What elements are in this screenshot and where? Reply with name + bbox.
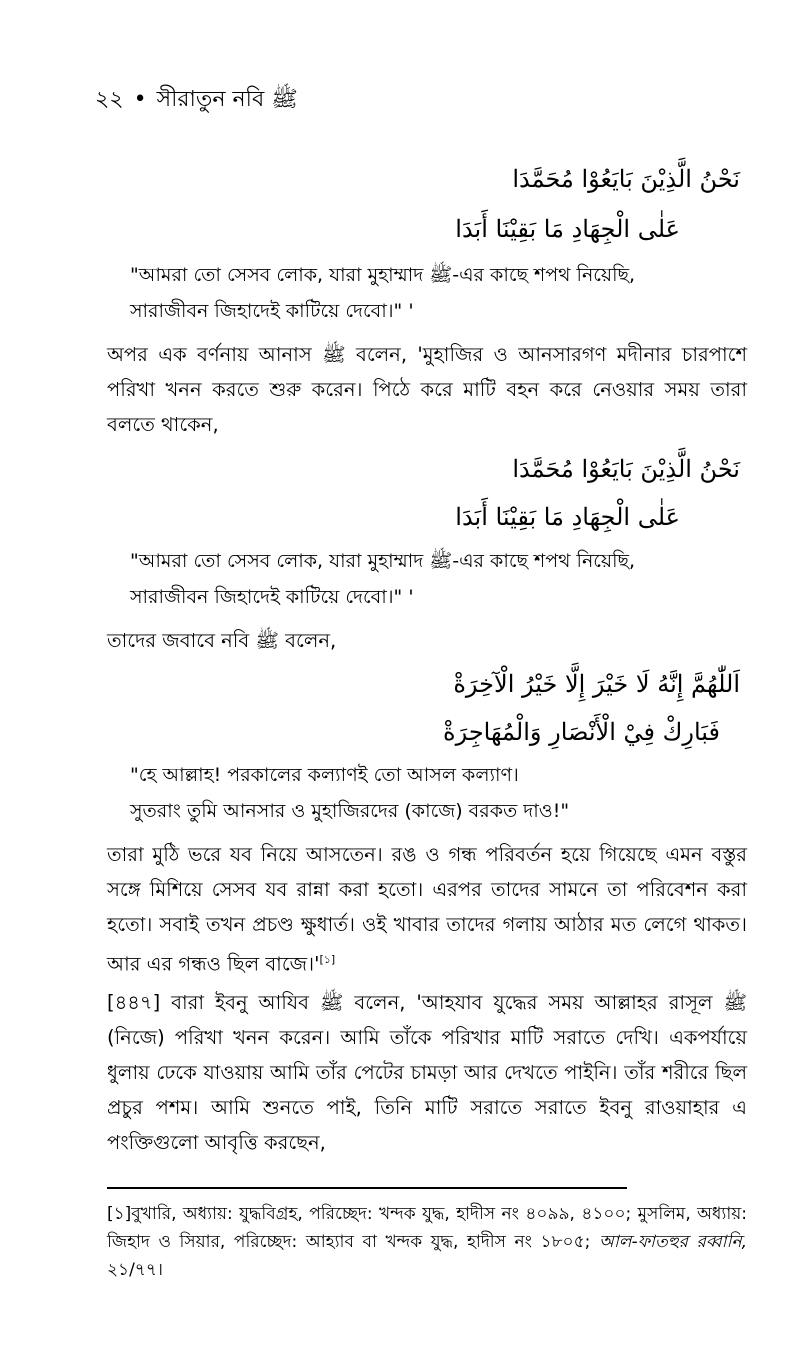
footnote-text: [১]বুখারি, অধ্যায়: যুদ্ধবিগ্রহ, পরিচ্ছেদ: খন্দক যুদ্ধ, হাদীস নং ৪০৯৯, ৪১০০; মুসলিম, অধ্যায়: জিহাদ ও সিয়ার, পরিচ্ছেদ: আহ্যাব বা খন্দক যুদ্ধ, হাদীস নং ১৮০৫; bbox=[107, 1204, 747, 1252]
running-header bbox=[95, 82, 298, 119]
translation-3-line-2: সুতরাং তুমি আনসার ও মুহাজিরদের (কাজে) বরকত দাও!" bbox=[130, 800, 570, 822]
footnote-divider bbox=[107, 1187, 627, 1189]
arabic-verse-2-line-2: عَلٰى الْجِهَادِ مَا بَقِيْنَا أَبَدَا bbox=[455, 503, 680, 531]
paragraph-4: [৪৪৭] বারা ইবনু আযিব ﷺ বলেন, 'আহযাব যুদ্ধের সময় আল্লাহর রাসূল ﷺ (নিজে) পরিখা খনন করেন। আমি তাঁকে পরিখার মাটি সরাতে দেখি। একপর্যায়ে ধুলায় ঢেকে যাওয়ায় আমি তাঁর পেটের চামড়া আর দেখতে পাইনি। তাঁর শরীরে ছিল প্রচুর পশম। আমি শুনতে পাই, তিনি মাটি সরাতে সরাতে ইবনু রাওয়াহার এ পংক্তিগুলো আবৃত্তি করছেন, bbox=[107, 991, 747, 1154]
translation-1-line-2: সারাজীবন জিহাদেই কাটিয়ে দেবো।" ' bbox=[130, 300, 414, 322]
translation-2-line-2: সারাজীবন জিহাদেই কাটিয়ে দেবো।" ' bbox=[130, 586, 414, 608]
footnote-italic-source: আল-ফাতহুর রব্বানি, bbox=[598, 1232, 748, 1252]
footnote-ref[interactable]: [১] bbox=[319, 953, 336, 966]
page-number: ২২ bbox=[95, 87, 124, 112]
arabic-verse-3-line-1: اَللّٰهُمَّ إِنَّهُ لَا خَيْرَ إِلَّا خَيْرُ الْآخِرَةْ bbox=[453, 670, 740, 698]
arabic-verse-2-line-1: نَحْنُ الَّذِيْنَ بَايَعُوْا مُحَمَّدَا bbox=[512, 455, 740, 483]
footnote-end: ২১/৭৭। bbox=[107, 1260, 163, 1280]
footnote bbox=[107, 1200, 747, 1284]
arabic-verse-1-line-1: نَحْنُ الَّذِيْنَ بَايَعُوْا مُحَمَّدَا bbox=[512, 165, 740, 193]
translation-3-line-1: "হে আল্লাহ! পরকালের কল্যাণই তো আসল কল্যাণ। bbox=[130, 764, 519, 786]
paragraph-3 bbox=[107, 837, 747, 982]
translation-1-line-1: "আমরা তো সেসব লোক, যারা মুহাম্মাদ ﷺ-এর কাছে শপথ নিয়েছি, bbox=[130, 264, 636, 286]
arabic-verse-3-line-2: فَبَارِكْ فِيْ الْأَنْصَارِ وَالْمُهَاجِرَةْ bbox=[443, 718, 720, 746]
paragraph-2: তাদের জবাবে নবি ﷺ বলেন, bbox=[107, 629, 337, 652]
header-separator: • bbox=[133, 87, 147, 112]
paragraph-3-text: তারা মুঠি ভরে যব নিয়ে আসতেন। রঙ ও গন্ধ পরিবর্তন হয়ে গিয়েছে এমন বস্তুর সঙ্গে মিশিয়ে সেসব যব রান্না করা হতো। এরপর তাদের সামনে তা পরিবেশন করা হতো। সবাই তখন প্রচণ্ড ক্ষুধার্ত। ওই খাবার তাদের গলায় আঠার মত লেগে থাকত। আর এর গন্ধও ছিল বাজে।' bbox=[107, 843, 747, 976]
paragraph-1: অপর এক বর্ণনায় আনাস ﷺ বলেন, 'মুহাজির ও আনসারগণ মদীনার চারপাশে পরিখা খনন করতে শুরু করেন। পিঠে করে মাটি বহন করে নেওয়ার সময় তারা বলতে থাকেন, bbox=[107, 343, 747, 436]
translation-2-line-1: "আমরা তো সেসব লোক, যারা মুহাম্মাদ ﷺ-এর কাছে শপথ নিয়েছি, bbox=[130, 550, 636, 572]
book-title: সীরাতুন নবি ﷺ bbox=[156, 87, 298, 112]
arabic-verse-1-line-2: عَلٰى الْجِهَادِ مَا بَقِيْنَا أَبَدَا bbox=[455, 215, 680, 243]
